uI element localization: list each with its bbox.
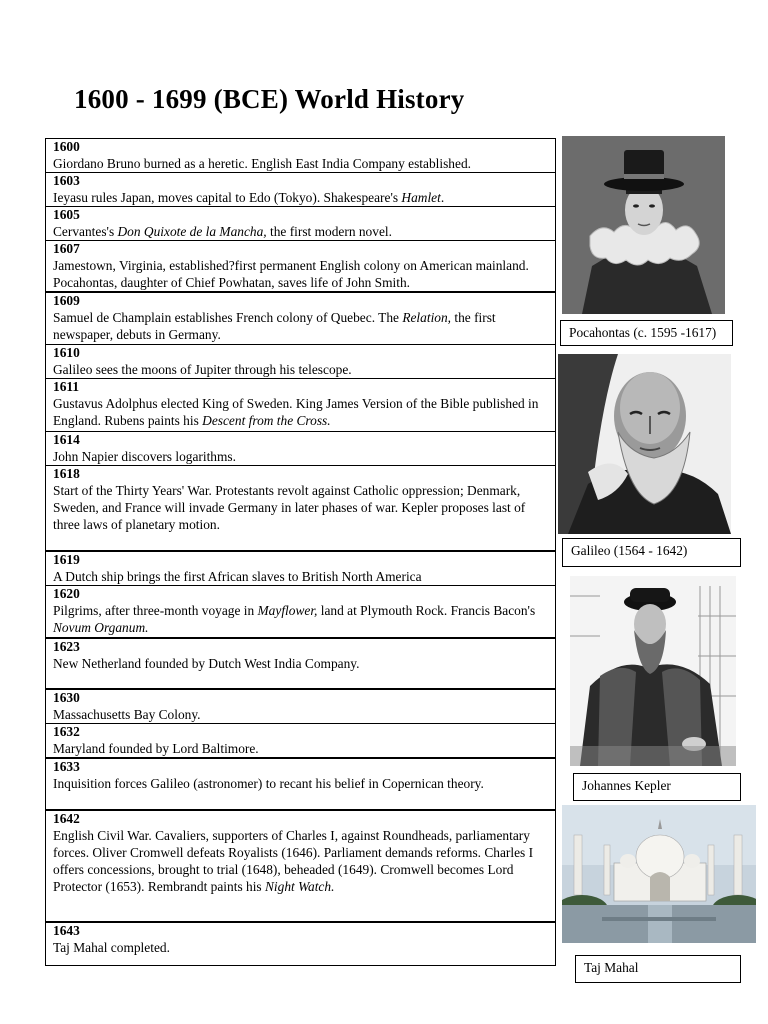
- entry-text: [53, 310, 549, 344]
- entry-year: 1607: [53, 241, 80, 256]
- timeline-entry: [45, 465, 556, 551]
- entry-text-run: Samuel de Champlain establishes French colony of Quebec. The: [53, 309, 403, 325]
- entry-text: [53, 396, 549, 430]
- taj-mahal-photo: [562, 805, 756, 943]
- entry-year: 1623: [53, 639, 80, 654]
- entry-year: 1630: [53, 690, 80, 705]
- timeline-entry: [45, 378, 556, 432]
- entry-text: [53, 483, 549, 534]
- entry-year: 1609: [53, 293, 80, 308]
- entry-text: [53, 258, 549, 292]
- entry-text-run: Ieyasu rules Japan, moves capital to Edo (Tokyo). Shakespeare's: [53, 189, 402, 205]
- timeline-entry: [45, 551, 556, 586]
- entry-text: [53, 707, 549, 724]
- entry-year: 1642: [53, 811, 80, 826]
- entry-text-run: Maryland founded by Lord Baltimore.: [53, 740, 259, 756]
- timeline-entry: [45, 138, 556, 173]
- timeline-entry: [45, 922, 556, 966]
- timeline-entry: [45, 431, 556, 466]
- entry-title-italic: Hamlet: [401, 189, 441, 205]
- entry-text: [53, 776, 549, 793]
- entry-text: [53, 828, 549, 896]
- entry-text: [53, 362, 549, 379]
- entry-title-italic: Descent from the Cross.: [202, 412, 331, 428]
- entry-text: [53, 449, 549, 466]
- entry-year: 1610: [53, 345, 80, 360]
- entry-year: 1611: [53, 379, 80, 394]
- timeline-entry: [45, 206, 556, 241]
- entry-title-italic: Night Watch.: [264, 878, 335, 894]
- entry-year: 1603: [53, 173, 80, 188]
- entry-text: [53, 569, 549, 586]
- entry-text-run: land at Plymouth Rock. Francis Bacon's: [317, 602, 536, 618]
- timeline-entry: [45, 240, 556, 292]
- entry-text-run: Jamestown, Virginia, established?first permanent English colony on American mainland. Pocahontas, daughter of Chief Powhatan, saves life of John Smith.: [53, 257, 529, 290]
- entry-year: 1633: [53, 759, 80, 774]
- entry-year: 1619: [53, 552, 80, 567]
- timeline-entry: [45, 585, 556, 638]
- timeline-entry: [45, 758, 556, 810]
- timeline-entry: [45, 810, 556, 922]
- timeline-entry: [45, 723, 556, 758]
- galileo-portrait: [558, 354, 731, 534]
- entry-text: [53, 741, 549, 758]
- entry-text-run: Pilgrims, after three-month voyage in: [53, 602, 258, 618]
- page-title: 1600 - 1699 (BCE) World History: [74, 84, 465, 114]
- taj-mahal-caption: Taj Mahal: [575, 955, 741, 983]
- galileo-caption: Galileo (1564 - 1642): [562, 538, 741, 567]
- entry-text-run: Giordano Bruno burned as a heretic. English East India Company established.: [53, 155, 471, 171]
- entry-year: 1618: [53, 466, 80, 481]
- entry-text-run: Massachusetts Bay Colony.: [53, 706, 201, 722]
- entry-text-run: Gustavus Adolphus elected King of Sweden. King James Version of the Bible published in England. Rubens paints his: [53, 395, 539, 428]
- entry-title-italic: Novum Organum.: [53, 619, 149, 635]
- entry-text-run: Taj Mahal completed.: [53, 939, 170, 955]
- entry-text: [53, 156, 549, 173]
- timeline-entry: [45, 638, 556, 689]
- entry-year: 1605: [53, 207, 80, 222]
- entry-text-run: A Dutch ship brings the first African slaves to British North America: [53, 568, 422, 584]
- kepler-caption: Johannes Kepler: [573, 773, 741, 801]
- entry-text: [53, 190, 549, 207]
- pocahontas-portrait: [562, 136, 725, 314]
- entry-text-run: Inquisition forces Galileo (astronomer) to recant his belief in Copernican theory.: [53, 775, 484, 791]
- entry-text-run: New Netherland founded by Dutch West India Company.: [53, 655, 360, 671]
- entry-year: 1643: [53, 923, 80, 938]
- kepler-portrait: [570, 576, 736, 766]
- entry-year: 1614: [53, 432, 80, 447]
- timeline-entry: [45, 292, 556, 345]
- entry-title-italic: Don Quixote de la Mancha,: [117, 223, 267, 239]
- entry-year: 1632: [53, 724, 80, 739]
- entry-text-run: John Napier discovers logarithms.: [53, 448, 236, 464]
- entry-text: [53, 224, 549, 241]
- entry-text: [53, 656, 549, 673]
- entry-year: 1620: [53, 586, 80, 601]
- entry-text-run: .: [440, 189, 445, 205]
- entry-text: [53, 603, 549, 637]
- entry-text-run: Cervantes's: [53, 223, 118, 239]
- entry-title-italic: Mayflower,: [257, 602, 318, 618]
- entry-year: 1600: [53, 139, 80, 154]
- entry-text-run: English Civil War. Cavaliers, supporters of Charles I, against Roundheads, parliamentary forces. Oliver Cromwell defeats Royalists (1646). Parliament demands reforms. Charles I offers concessions, brought to trial (1648), beheaded (1649). Cromwell becomes Lord Protector (1653). Rembrandt paints his: [53, 827, 534, 894]
- entry-text-run: the first modern novel.: [266, 223, 392, 239]
- entry-text: [53, 940, 549, 957]
- entry-text-run: Galileo sees the moons of Jupiter through his telescope.: [53, 361, 352, 377]
- timeline-entry: [45, 344, 556, 379]
- entry-title-italic: Relation,: [402, 309, 452, 325]
- pocahontas-caption: Pocahontas (c. 1595 -1617): [560, 320, 733, 346]
- timeline-entry: [45, 689, 556, 724]
- entry-text-run: Start of the Thirty Years' War. Protestants revolt against Catholic oppression; Denmark, Sweden, and France will invade Germany in later phases of war. Kepler proposes last of three laws of planetary motion.: [53, 482, 526, 532]
- entry-text-run: the first newspaper, debuts in Germany.: [53, 309, 496, 342]
- timeline-entry: [45, 172, 556, 207]
